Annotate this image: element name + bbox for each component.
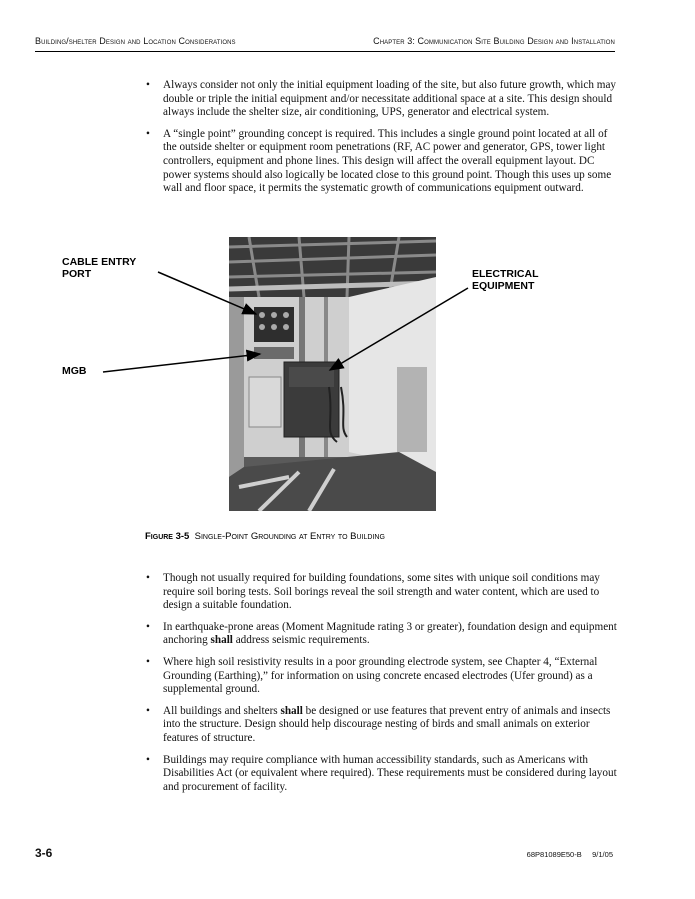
callout-electrical-equipment: ELECTRICAL EQUIPMENT (472, 268, 539, 292)
figure-title: Single-Point Grounding at Entry to Building (194, 531, 385, 542)
bullet-list-bottom (146, 572, 618, 802)
list-item: • In earthquake-prone areas (Moment Magnitude rating 3 or greater), foundation design and equipment anchoring shall address seismic requirements. (146, 621, 618, 648)
list-item: • Always consider not only the initial equipment loading of the site, but also future growth, which may double or triple the initial equipment and/or necessitate additional space at a site. This design should always include the shelter size, air conditioning, UPS, generator and electrical system. (146, 79, 618, 120)
running-header-right: Chapter 3: Communication Site Building Design and Installation (373, 36, 615, 46)
list-item: • Though not usually required for building foundations, some sites with unique soil conditions may require soil boring tests. Soil borings reveal the soil strength and water content, which are used to design a suitable foundation. (146, 572, 618, 613)
figure-photo (229, 237, 436, 511)
callout-mgb: MGB (62, 365, 87, 377)
page-number: 3-6 (35, 846, 53, 860)
document-id: 68P81089E50-B 9/1/05 (526, 850, 613, 859)
header-rule (35, 51, 615, 52)
callout-cable-entry-port: CABLE ENTRY PORT (62, 256, 137, 280)
running-header-left: Building/shelter Design and Location Considerations (35, 36, 236, 46)
figure-caption (145, 531, 385, 542)
list-item: • All buildings and shelters shall be designed or use features that prevent entry of animals and insects into the structure. Design should help discourage nesting of birds and small animals on exterior features of structure. (146, 705, 618, 746)
bullet-list-top (146, 79, 618, 204)
list-item: • A “single point” grounding concept is required. This includes a single ground point located at all of the outside shelter or equipment room penetrations (RF, AC power and generator, GPS, tower light controllers, equipment and phone lines. This design will affect the overall equipment layout. DC power systems should also logically be located close to this ground point. Though this uses up some wall and floor space, it permits the systematic growth of communications equipment outward. (146, 128, 618, 196)
list-item: • Where high soil resistivity results in a poor grounding electrode system, see Chapter 4, “External Grounding (Earthing),” for information on using concrete encased electrodes (Ufer ground) as a supplemental ground. (146, 656, 618, 697)
figure-number: Figure 3-5 (145, 531, 190, 542)
list-item: • Buildings may require compliance with human accessibility standards, such as Americans with Disabilities Act (or equivalent where required). These requirements must be considered during layout and procurement of facility. (146, 754, 618, 795)
